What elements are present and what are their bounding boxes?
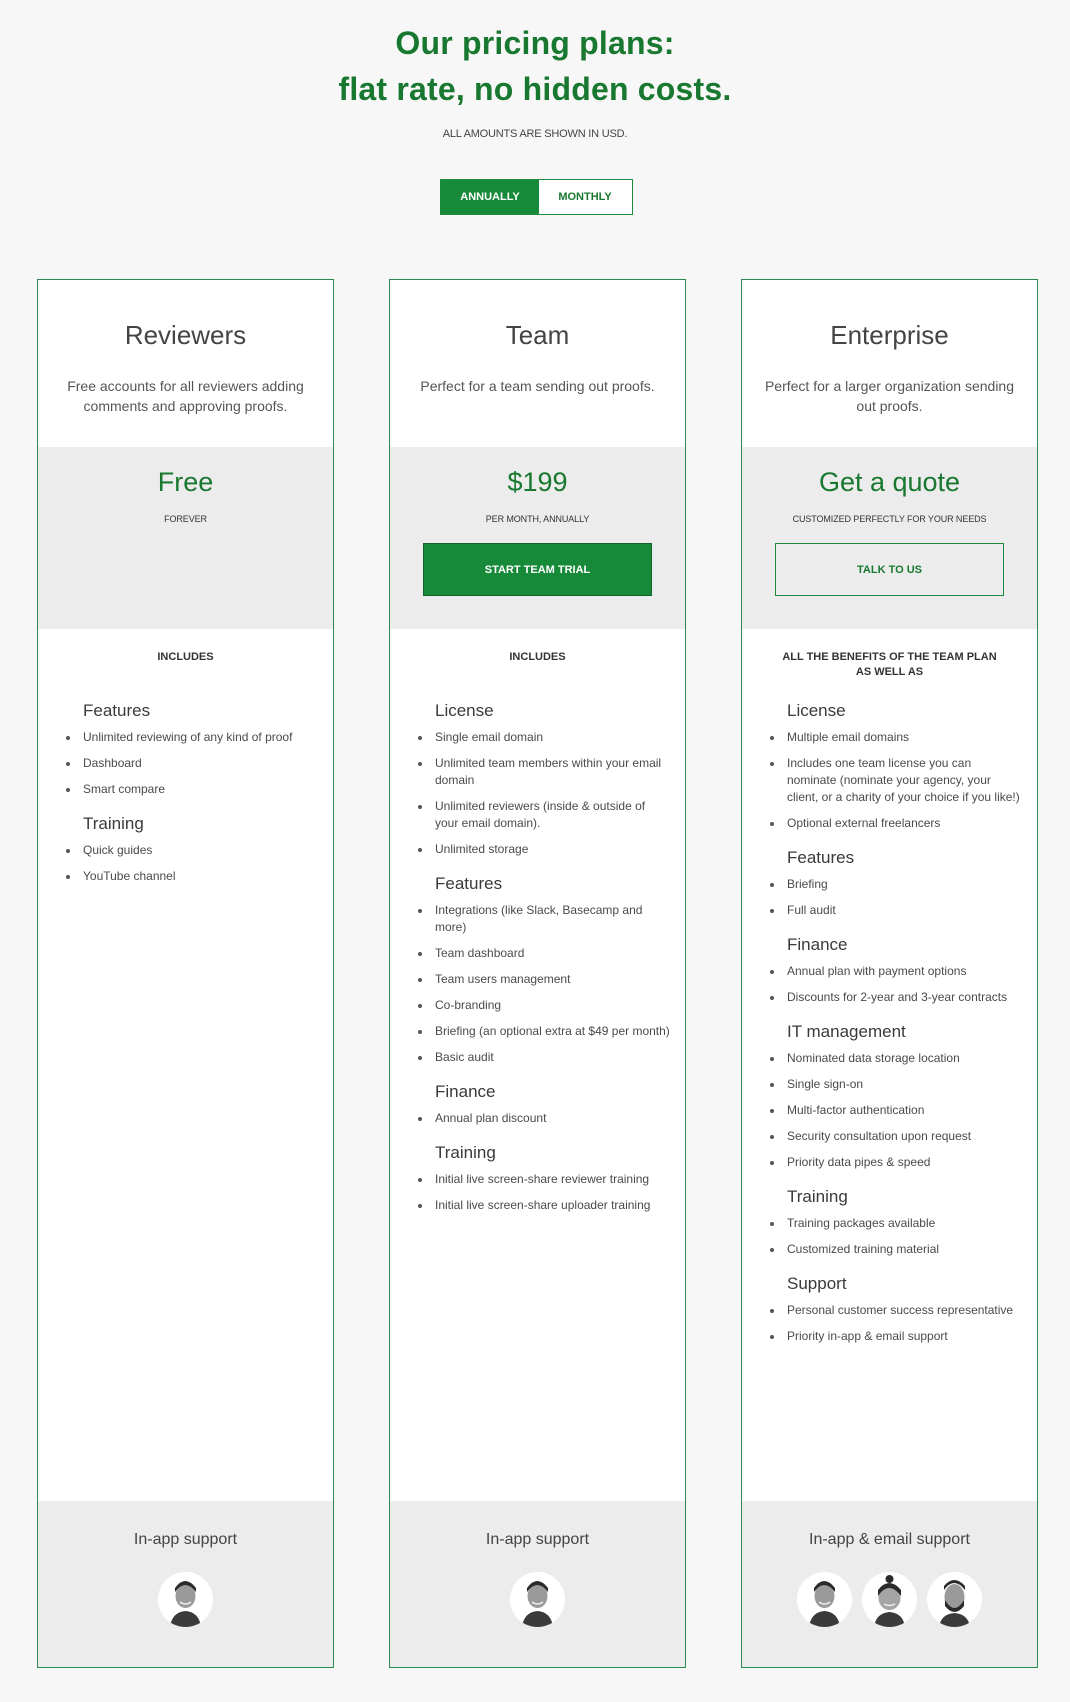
feature-item: Optional external freelancers [770,815,1023,832]
support-label: In-app support [133,1531,238,1548]
feature-group-title: Training [83,814,144,833]
includes-label: INCLUDES [157,651,214,663]
plan-description: Perfect for a team sending out proofs. [420,378,655,394]
plan-card-enterprise [741,279,1038,1668]
feature-group [770,1021,1023,1171]
price-band [742,447,1037,629]
feature-item: Discounts for 2-year and 3-year contracts [770,989,1023,1006]
plan-price: $199 [507,467,568,497]
feature-item: Customized training material [770,1241,1023,1258]
includes-label: INCLUDES [509,651,566,663]
plan-description: Perfect for a larger organization sending out proofs. [764,378,1015,414]
support-label: In-app support [485,1531,590,1548]
feature-group [770,934,1023,1006]
feature-item: Basic audit [418,1049,671,1066]
feature-item: Annual plan discount [418,1110,671,1127]
feature-item: Full audit [770,902,1023,919]
feature-group-title: Support [787,1274,847,1293]
support-agent-1-icon [510,1572,565,1627]
avatar [797,1572,852,1627]
feature-item: Dashboard [66,755,319,772]
feature-item: Includes one team license you can nominate (nominate your agency, your client, or a charity of your choice if you like!) [770,755,1023,806]
feature-item: YouTube channel [66,868,319,885]
support-band [390,1501,685,1667]
feature-group-title: IT management [787,1022,906,1041]
feature-list [66,700,319,900]
feature-group-title: Training [787,1187,848,1206]
feature-item: Annual plan with payment options [770,963,1023,980]
plan-card-team [389,279,686,1668]
feature-item: Co-branding [418,997,671,1014]
toggle-monthly[interactable]: MONTHLY [539,180,631,214]
start-team-trial-button[interactable]: START TEAM TRIAL [423,543,652,596]
feature-item: Training packages available [770,1215,1023,1232]
feature-item: Initial live screen-share uploader training [418,1197,671,1214]
price-note: PER MONTH, ANNUALLY [485,514,590,524]
billing-period-toggle [440,179,633,215]
price-note: CUSTOMIZED PERFECTLY FOR YOUR NEEDS [792,514,987,524]
support-avatars [742,1572,1037,1627]
toggle-annually[interactable]: ANNUALLY [441,180,539,214]
feature-group-title: License [435,701,494,720]
avatar [862,1572,917,1627]
support-avatars [38,1572,333,1627]
plan-description: Free accounts for all reviewers adding comments and approving proofs. [67,378,304,414]
feature-group [66,813,319,885]
avatar [927,1572,982,1627]
feature-group [770,1273,1023,1345]
support-agent-2-icon [862,1572,917,1627]
plan-card-reviewers [37,279,334,1668]
price-band [38,447,333,629]
feature-item: Priority data pipes & speed [770,1154,1023,1171]
avatar [158,1572,213,1627]
feature-item: Single sign-on [770,1076,1023,1093]
feature-group-title: Features [435,874,503,893]
feature-list [770,700,1023,1360]
feature-item: Briefing (an optional extra at $49 per month) [418,1023,671,1040]
support-label: In-app & email support [809,1531,970,1548]
feature-item: Priority in-app & email support [770,1328,1023,1345]
feature-group [770,1186,1023,1258]
support-agent-1-icon [158,1572,213,1627]
feature-item: Nominated data storage location [770,1050,1023,1067]
avatar [510,1572,565,1627]
plan-name: Enterprise [830,320,949,350]
feature-group [66,700,319,798]
feature-group-title: Features [83,701,151,720]
feature-group-title: Training [435,1143,496,1162]
feature-group [418,1142,671,1214]
feature-item: Multi-factor authentication [770,1102,1023,1119]
feature-item: Smart compare [66,781,319,798]
talk-to-us-button[interactable]: TALK TO US [775,543,1004,596]
feature-group [770,847,1023,919]
title-line-1: Our pricing plans: [395,25,675,61]
feature-group-title: License [787,701,846,720]
feature-item: Team dashboard [418,945,671,962]
support-agent-3-icon [927,1572,982,1627]
feature-item: Unlimited storage [418,841,671,858]
page-title [0,20,1070,112]
currency-note: ALL AMOUNTS ARE SHOWN IN USD. [442,128,628,140]
feature-item: Single email domain [418,729,671,746]
support-agent-1-icon [797,1572,852,1627]
feature-group [770,700,1023,832]
feature-item: Unlimited team members within your email domain [418,755,671,789]
feature-group-title: Finance [787,935,848,954]
includes-label: ALL THE BENEFITS OF THE TEAM PLAN AS WELL AS [782,651,997,678]
plan-price: Free [157,467,214,497]
feature-item: Unlimited reviewers (inside & outside of your email domain). [418,798,671,832]
support-band [38,1501,333,1667]
feature-item: Security consultation upon request [770,1128,1023,1145]
feature-item: Multiple email domains [770,729,1023,746]
feature-item: Personal customer success representative [770,1302,1023,1319]
feature-group [418,700,671,858]
feature-group-title: Features [787,848,855,867]
feature-item: Initial live screen-share reviewer training [418,1171,671,1188]
price-note: FOREVER [164,514,207,524]
plan-name: Team [505,320,570,350]
plan-name: Reviewers [124,320,247,350]
title-line-2: flat rate, no hidden costs. [338,71,732,107]
feature-item: Integrations (like Slack, Basecamp and more) [418,902,671,936]
price-band [390,447,685,629]
feature-group-title: Finance [435,1082,496,1101]
feature-item: Team users management [418,971,671,988]
feature-list [418,700,671,1229]
feature-item: Quick guides [66,842,319,859]
feature-item: Briefing [770,876,1023,893]
support-band [742,1501,1037,1667]
feature-group [418,873,671,1066]
support-avatars [390,1572,685,1627]
plan-price: Get a quote [818,467,961,497]
feature-item: Unlimited reviewing of any kind of proof [66,729,319,746]
feature-group [418,1081,671,1127]
